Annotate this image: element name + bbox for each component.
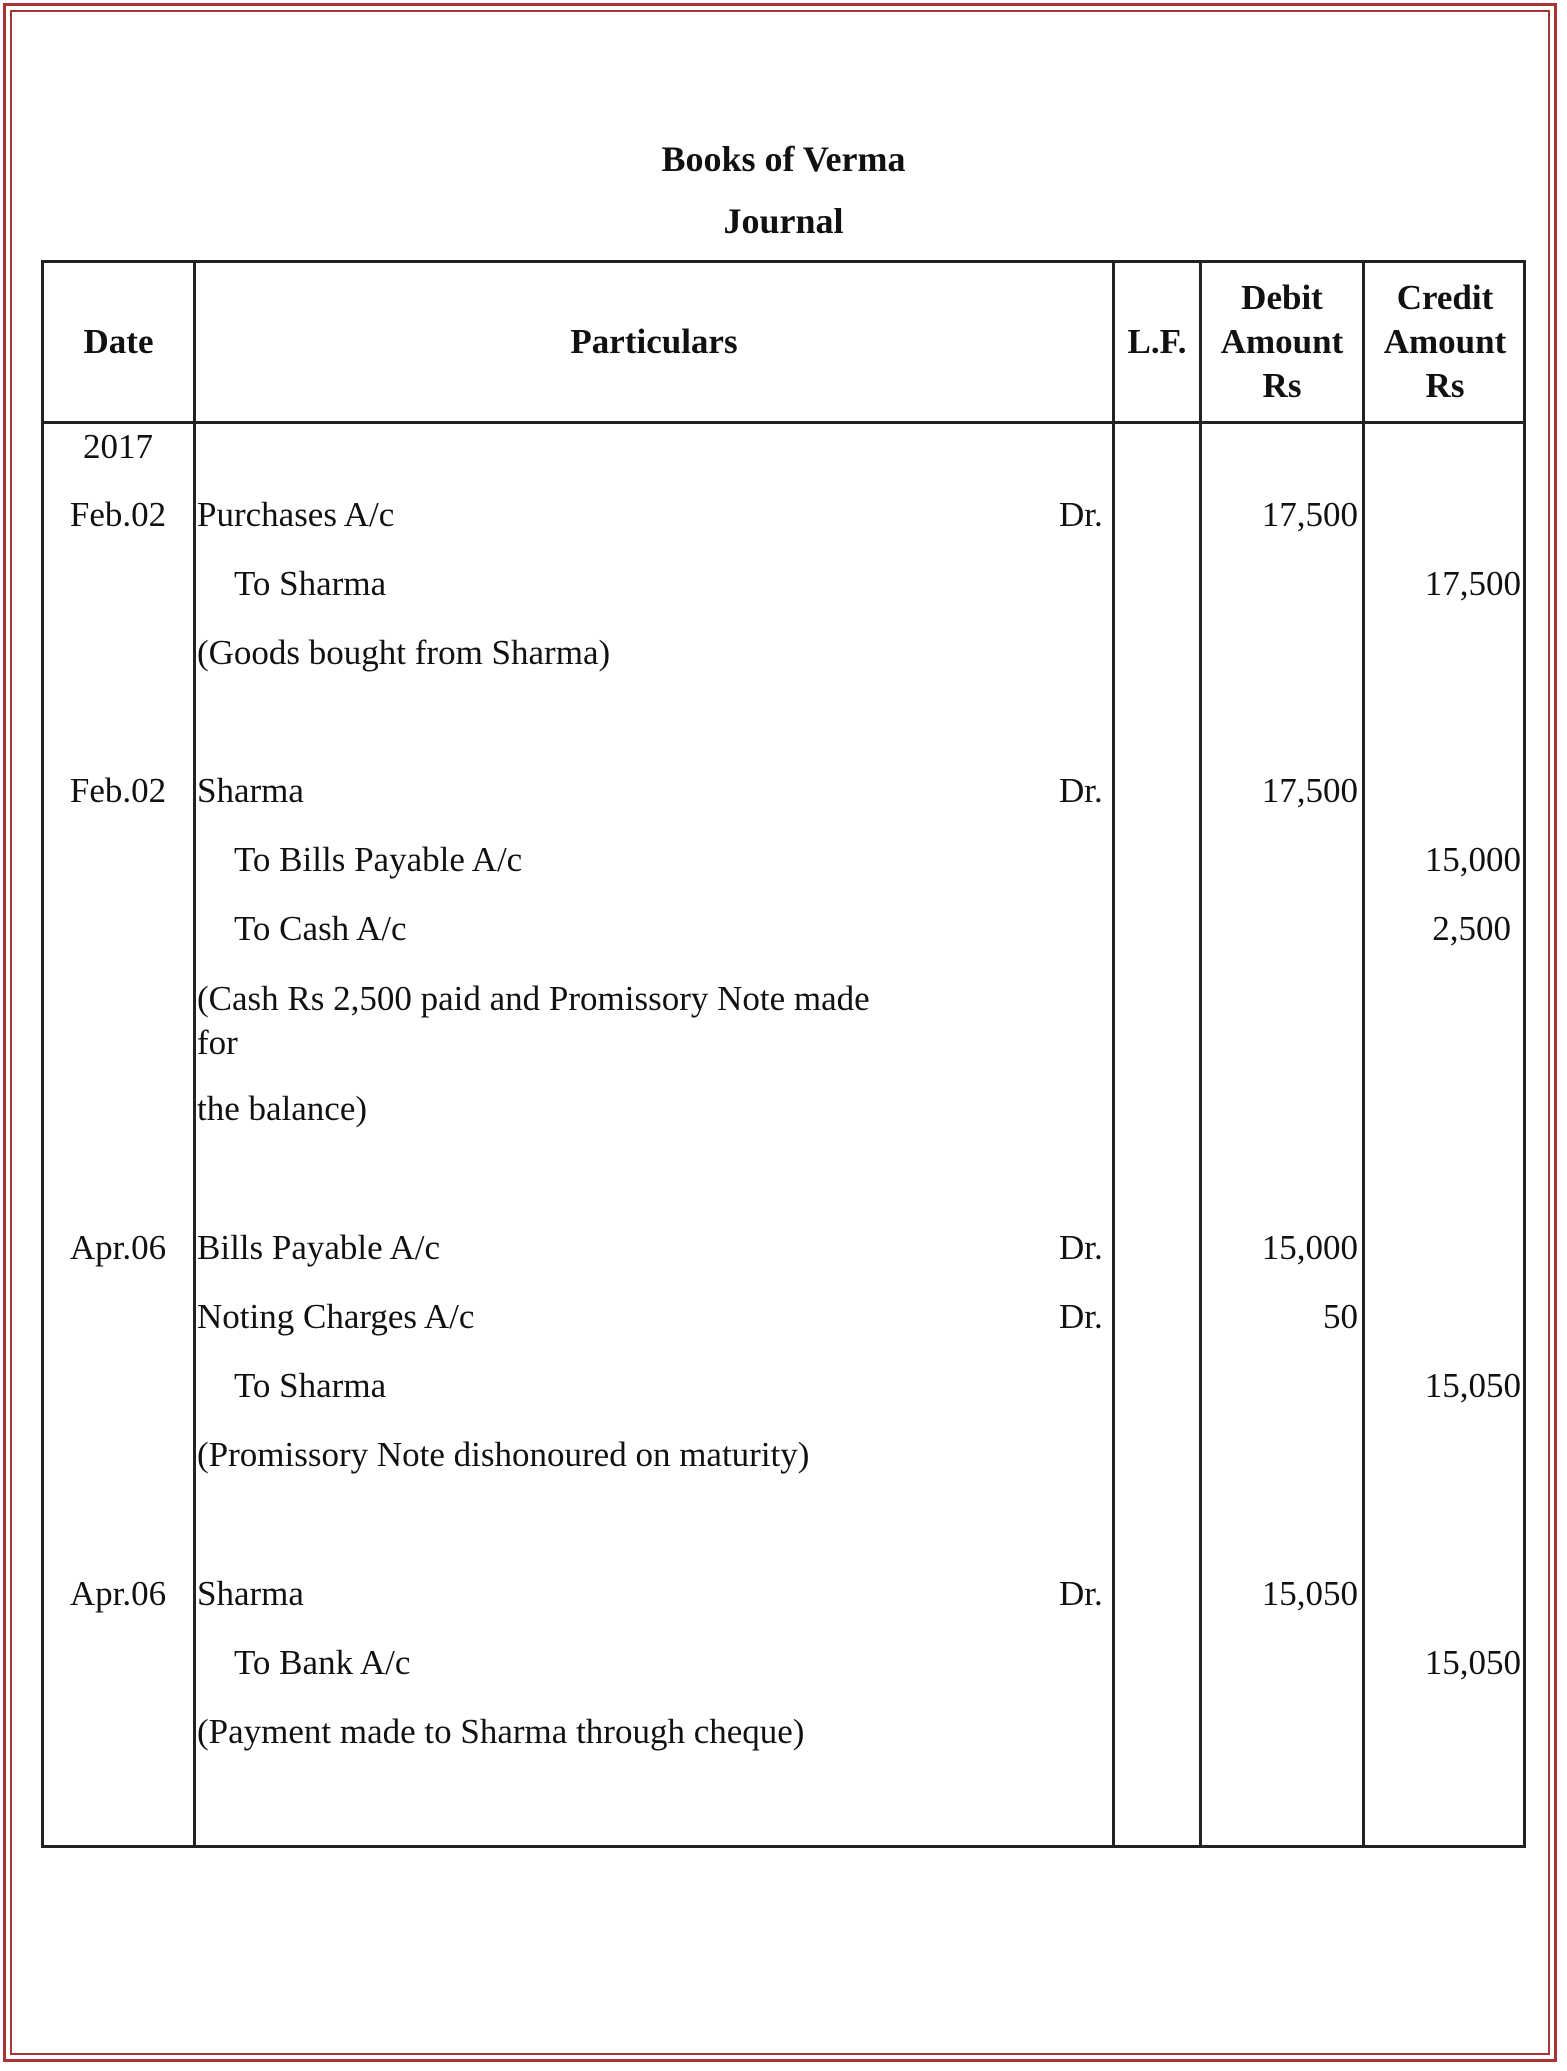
dr-marker: Dr. (1059, 495, 1103, 534)
debit-account: Sharma (197, 771, 304, 810)
debit-amount: 50 (1323, 1297, 1358, 1336)
column-divider (193, 263, 196, 1845)
header-divider (44, 421, 1523, 424)
debit-account: Bills Payable A/c (197, 1228, 441, 1267)
year-label: 2017 (83, 427, 153, 466)
narration: the balance) (197, 1089, 368, 1128)
credit-account: To Bank A/c (234, 1643, 411, 1682)
entry-date: Feb.02 (69, 771, 167, 810)
dr-marker: Dr. (1059, 771, 1103, 810)
journal-title: Journal (723, 201, 844, 241)
book-title: Books of Verma (661, 139, 906, 179)
debit-amount: 17,500 (1261, 495, 1358, 534)
narration: (Payment made to Sharma through cheque) (197, 1712, 805, 1751)
entry-date: Feb.02 (69, 495, 167, 534)
column-divider (1199, 263, 1202, 1845)
header-date: Date (83, 322, 154, 361)
credit-amount: 15,000 (1424, 840, 1521, 879)
header-particulars: Particulars (570, 322, 738, 361)
credit-account: To Cash A/c (234, 909, 407, 948)
header-credit: Credit Amount Rs (1383, 278, 1507, 405)
dr-marker: Dr. (1059, 1297, 1103, 1336)
credit-amount: 17,500 (1424, 564, 1521, 603)
column-divider (1362, 263, 1365, 1845)
entry-date: Apr.06 (69, 1228, 167, 1267)
credit-amount: 2,500 (1432, 909, 1511, 948)
credit-account: To Sharma (234, 1366, 387, 1405)
header-debit: Debit Amount Rs (1220, 278, 1344, 405)
narration: (Goods bought from Sharma) (197, 633, 611, 672)
narration: for (197, 1023, 238, 1062)
debit-amount: 15,050 (1261, 1574, 1358, 1613)
debit-account: Sharma (197, 1574, 304, 1613)
credit-amount: 15,050 (1424, 1366, 1521, 1405)
entry-date: Apr.06 (69, 1574, 167, 1613)
credit-account: To Sharma (234, 564, 387, 603)
dr-marker: Dr. (1059, 1574, 1103, 1613)
credit-account: To Bills Payable A/c (234, 840, 523, 879)
narration: (Promissory Note dishonoured on maturity) (197, 1435, 810, 1474)
debit-account: Purchases A/c (197, 495, 395, 534)
credit-amount: 15,050 (1424, 1643, 1521, 1682)
journal-table (41, 260, 1526, 1848)
header-lf: L.F. (1127, 322, 1187, 361)
debit-amount: 15,000 (1261, 1228, 1358, 1267)
debit-account: Noting Charges A/c (197, 1297, 475, 1336)
dr-marker: Dr. (1059, 1228, 1103, 1267)
column-divider (1112, 263, 1115, 1845)
debit-amount: 17,500 (1261, 771, 1358, 810)
narration: (Cash Rs 2,500 paid and Promissory Note made (197, 979, 870, 1018)
